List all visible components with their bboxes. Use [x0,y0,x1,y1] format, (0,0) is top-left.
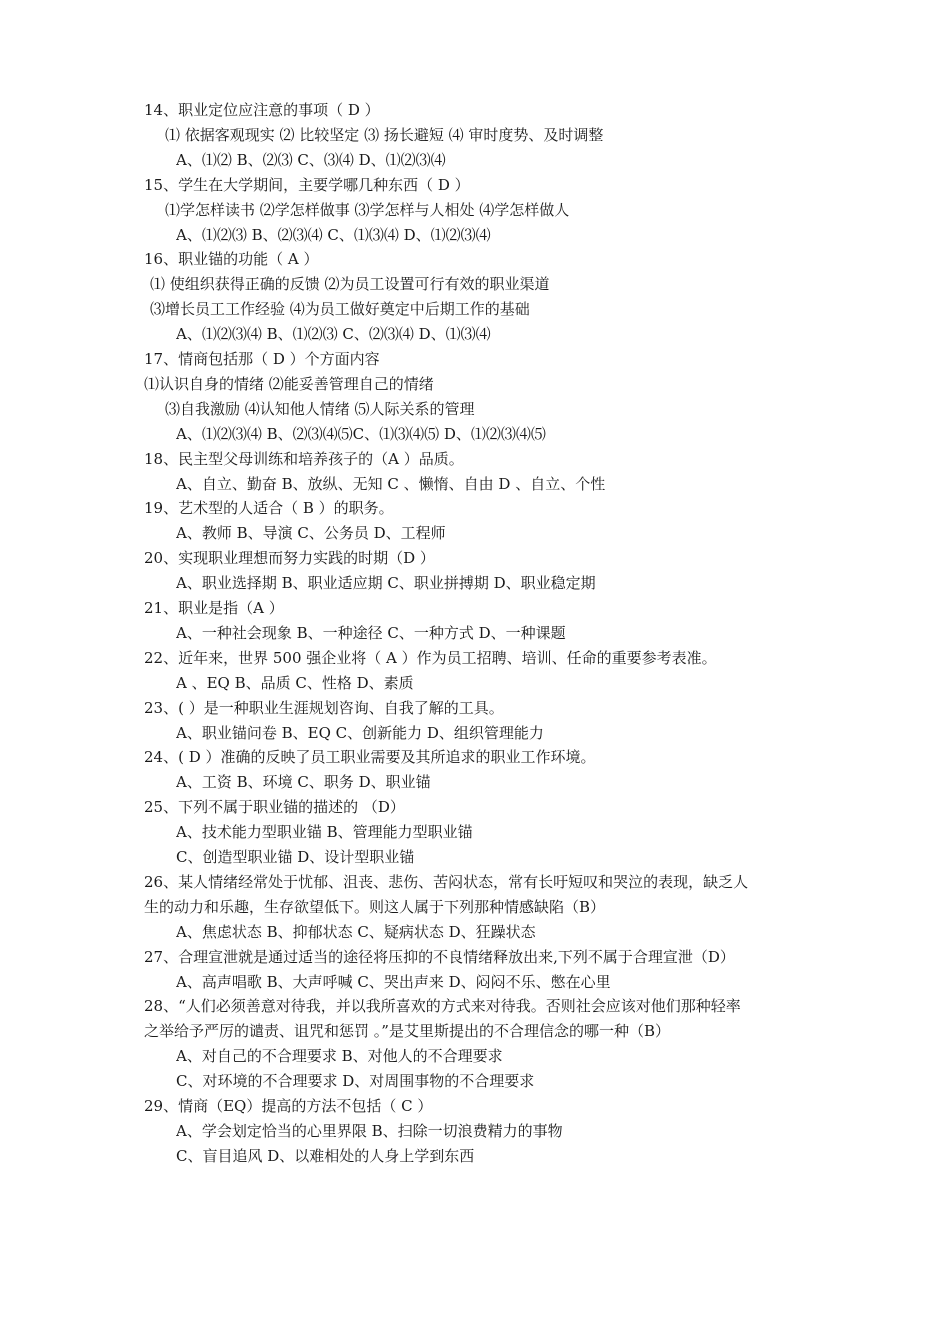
option-line: 之举给予严厉的谴责、诅咒和惩罚 。”是艾里斯提出的不合理信念的哪一种（B） [144,1022,670,1041]
option-line: ⑴ 依据客观现实 ⑵ 比较坚定 ⑶ 扬长避短 ⑷ 审时度势、及时调整 [165,125,604,144]
option-line: C、盲目追风 D、以难相处的人身上学到东西 [176,1146,475,1165]
option-line: A 、EQ B、品质 C、性格 D、素质 [176,673,414,692]
option-line: 生的动力和乐趣，生存欲望低下。则这人属于下列那种情感缺陷（B） [144,897,606,916]
option-line: ⑴学怎样读书 ⑵学怎样做事 ⑶学怎样与人相处 ⑷学怎样做人 [165,200,570,219]
option-line: A、焦虑状态 B、抑郁状态 C、疑病状态 D、狂躁状态 [176,922,536,941]
question-line: 27、合理宣泄就是通过适当的途径将压抑的不良情绪释放出来,下列不属于合理宣泄（D） [144,947,735,966]
option-line: ⑶自我激励 ⑷认知他人情绪 ⑸人际关系的管理 [165,399,475,418]
option-line: A、自立、勤奋 B、放纵、无知 C 、懒惰、自由 D 、自立、个性 [176,474,606,493]
question-line: 18、民主型父母训练和培养孩子的（A ）品质。 [144,449,464,468]
option-line: A、⑴⑵⑶⑷ B、⑵⑶⑷⑸C、⑴⑶⑷⑸ D、⑴⑵⑶⑷⑸ [176,424,546,443]
question-line: 17、情商包括那（ D ）个方面内容 [144,350,380,368]
option-line: A、一种社会现象 B、一种途径 C、一种方式 D、一种课题 [176,623,566,642]
question-line: 26、某人情绪经常处于忧郁、沮丧、悲伤、苦闷状态，常有长吁短叹和哭泣的表现，缺乏人 [144,872,749,891]
question-line: 29、情商（EQ）提高的方法不包括（ C ） [144,1097,433,1115]
question-line: 21、职业是指（A ） [144,599,284,617]
question-line: 20、实现职业理想而努力实践的时期（D ） [144,549,435,568]
option-line: A、职业锚问卷 B、EQ C、创新能力 D、组织管理能力 [176,723,544,742]
option-line: A、教师 B、导演 C、公务员 D、工程师 [176,524,446,543]
question-line: 28、“人们必须善意对待我，并以我所喜欢的方式来对待我。否则社会应该对他们那种轻率 [144,997,741,1016]
option-line: ⑶增长员工工作经验 ⑷为员工做好奠定中后期工作的基础 [150,300,530,319]
question-line: 16、职业锚的功能（ A ） [144,250,319,269]
question-line: 24、( D ）准确的反映了员工职业需要及其所追求的职业工作环境。 [144,748,596,767]
option-line: C、对环境的不合理要求 D、对周围事物的不合理要求 [176,1072,535,1091]
option-line: C、创造型职业锚 D、设计型职业锚 [176,848,415,866]
question-line: 15、学生在大学期间，主要学哪几种东西（ D ） [144,175,470,194]
option-line: A、工资 B、环境 C、职务 D、职业锚 [176,773,431,792]
option-line: A、学会划定恰当的心里界限 B、扫除一切浪费精力的事物 [176,1121,563,1140]
option-line: ⑴认识自身的情绪 ⑵能妥善管理自己的情绪 [144,374,434,393]
option-line: A、对自己的不合理要求 B、对他人的不合理要求 [176,1047,503,1066]
option-line: ⑴ 使组织获得正确的反馈 ⑵为员工设置可行有效的职业渠道 [150,275,550,294]
option-line: A、⑴⑵⑶⑷ B、⑴⑵⑶ C、⑵⑶⑷ D、⑴⑶⑷ [176,325,491,344]
option-line: A、⑴⑵⑶ B、⑵⑶⑷ C、⑴⑶⑷ D、⑴⑵⑶⑷ [176,225,491,244]
question-line: 22、近年来，世界 500 强企业将（ A ）作为员工招聘、培训、任命的重要参考表准。 [144,648,717,667]
question-line: 14、职业定位应注意的事项（ D ） [144,101,380,119]
question-line: 23、( ）是一种职业生涯规划咨询、自我了解的工具。 [144,698,504,717]
option-line: A、高声唱歌 B、大声呼喊 C、哭出声来 D、闷闷不乐、憋在心里 [176,972,611,991]
question-line: 19、艺术型的人适合（ B ）的职务。 [144,499,394,518]
option-line: A、⑴⑵ B、⑵⑶ C、⑶⑷ D、⑴⑵⑶⑷ [176,150,446,169]
option-line: A、技术能力型职业锚 B、管理能力型职业锚 [176,823,473,842]
option-line: A、职业选择期 B、职业适应期 C、职业拼搏期 D、职业稳定期 [176,574,596,593]
question-line: 25、下列不属于职业锚的描述的 （D） [144,798,405,817]
